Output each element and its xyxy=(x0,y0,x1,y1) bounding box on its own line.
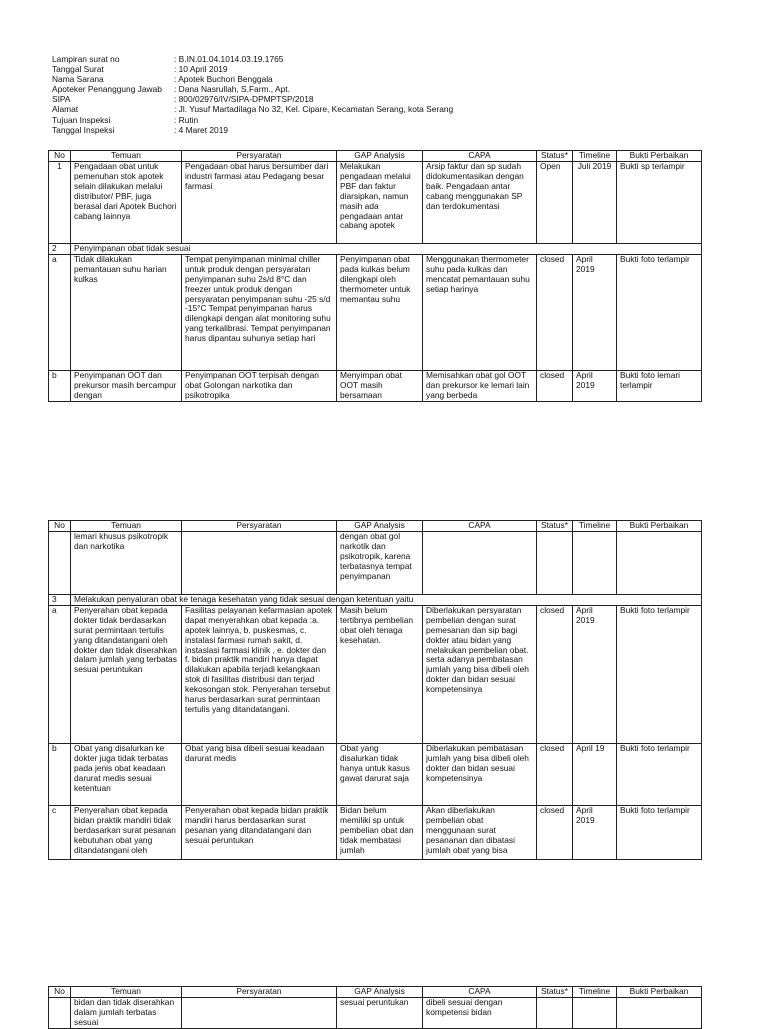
header-value: : 800/02976/IV/SIPA-DPMPTSP/2018 xyxy=(174,94,314,105)
cell-gap: Masih belum tertibnya pembelian obat oleh tenaga kesehatan. xyxy=(337,605,423,743)
findings-table-page3 xyxy=(48,986,702,1029)
row-letter: b xyxy=(49,370,71,401)
header-label: SIPA xyxy=(52,95,71,105)
cell-gap: Penyimpanan obat pada kulkas belum dilengkapi oleh thermometer untuk memantau suhu xyxy=(337,254,423,370)
cell-capa: Menggunakan thermometer suhu pada kulkas dan mencatat pemantauan suhu setiap harinya xyxy=(423,254,537,370)
table-row-continued xyxy=(49,532,702,595)
cell-persyaratan: Fasilitas pelayanan kefarmasian apotek dapat menyerahkan obat kepada :a. apotek lainnya, b. puskesmas, c. instalasi farmasi rumah sakit, d. instaslasi farmasi klinik , e. dokter dan f. bidan praktik mandiri hanya dapat dilakukan apabila terjadi kelangkaan stok di fasilitas distribusi dan terjad kekosongan stok. Penyerahan tersebut harus berdasarkan surat permintaan tertulis yang ditandatangani. xyxy=(182,605,337,743)
cell-status: closed xyxy=(537,254,573,370)
cell-temuan: lemari khusus psikotropik dan narkotika xyxy=(71,532,182,595)
table-row xyxy=(49,254,702,370)
table-header-row xyxy=(49,521,702,532)
section-title: Melakukan penyaluran obat ke tenaga kesehatan yang tidak sesuai dengan ketentuan yaitu xyxy=(71,595,702,606)
column-header-status: Status* xyxy=(537,151,573,162)
cell-status: closed xyxy=(537,743,573,805)
column-header-timeline: Timeline xyxy=(573,987,617,998)
section-number: 3 xyxy=(49,595,71,606)
cell-bukti: Bukti foto terlampir xyxy=(617,743,702,805)
cell-timeline: April 2019 xyxy=(573,370,617,401)
cell-bukti: Bukti foto terlampir xyxy=(617,805,702,859)
column-header-gap: GAP Analysis xyxy=(337,987,423,998)
section-row xyxy=(49,244,702,255)
header-value: : Dana Nasrullah, S.Farm., Apt. xyxy=(174,84,290,95)
header-value: : Rutin xyxy=(174,114,199,125)
cell-timeline: Juli 2019 xyxy=(573,162,617,244)
section-title: Penyimpanan obat tidak sesuai xyxy=(71,244,702,255)
header-value: : Apotek Buchori Benggala xyxy=(174,74,273,85)
cell-temuan: bidan dan tidak diserahkan dalam jumlah terbatas sesuai xyxy=(71,998,182,1029)
document-header xyxy=(52,55,752,136)
cell-timeline: April 2019 xyxy=(573,254,617,370)
header-row xyxy=(52,85,752,95)
cell-status: Open xyxy=(537,162,573,244)
cell-gap: Obat yang disalurkan tidak hanya untuk kasus gawat darurat saja xyxy=(337,743,423,805)
cell-capa: dibeli sesuai dengan kompetensi bidan xyxy=(423,998,537,1029)
cell-persyaratan: Tempat penyimpanan minimal chiller untuk produk dengan persyaratan penyimpanan suhu 2s/d 8°C dan freezer untuk produk dengan persyaratan penyimpanan suhu -25 s/d -15°C Tempat penyimpanan harus dilengkapi dengan alat monitoring suhu yang terkalibrasi. Tempat penyimpanan harus dipantau suhunya setiap hari xyxy=(182,254,337,370)
row-letter: b xyxy=(49,743,71,805)
cell-capa: Diberlakukan persyaratan pembelian dengan surat pemesanan dan sip bagi dokter atau bidan yang melakukan pembelian obat. serta adanya pembatasan jumlah yang bisa dibeli oleh dokter dan bidan sesuai kompetensinya xyxy=(423,605,537,743)
cell-bukti: Bukti foto terlampir xyxy=(617,254,702,370)
column-header-no: No xyxy=(49,521,71,532)
column-header-temuan: Temuan xyxy=(71,521,182,532)
cell-temuan: Penyerahan obat kepada bidan praktik mandiri tidak berdasarkan surat pesanan kebutuhan obat yang ditandatangani oleh xyxy=(71,805,182,859)
column-header-gap: GAP Analysis xyxy=(337,521,423,532)
table-header-row xyxy=(49,151,702,162)
column-header-status: Status* xyxy=(537,987,573,998)
cell-status: closed xyxy=(537,805,573,859)
header-label: Nama Sarana xyxy=(52,75,104,85)
cell-capa: Arsip faktur dan sp sudah didokumentasikan dengan baik. Pengadaan antar cabang menggunakan SP dan terdokumentasi xyxy=(423,162,537,244)
cell-persyaratan: Obat yang bisa dibeli sesuai keadaan darurat medis xyxy=(182,743,337,805)
header-row xyxy=(52,75,752,85)
row-letter: c xyxy=(49,805,71,859)
cell-temuan: Tidak dilakukan pemantauan suhu harian kulkas xyxy=(71,254,182,370)
column-header-no: No xyxy=(49,151,71,162)
header-label: Alamat xyxy=(52,105,79,115)
column-header-timeline: Timeline xyxy=(573,151,617,162)
cell-temuan: Pengadaan obat untuk pemenuhan stok apotek selain dilakukan melalui distributor/ PBF, juga berasal dari Apotek Buchori cabang lainnya xyxy=(71,162,182,244)
findings-table-page2 xyxy=(48,520,702,860)
column-header-persyaratan: Persyaratan xyxy=(182,521,337,532)
header-row xyxy=(52,126,752,136)
header-row xyxy=(52,105,752,115)
column-header-persyaratan: Persyaratan xyxy=(182,151,337,162)
cell-gap: dengan obat gol narkotik dan psikotropik, karena terbatasnya tempat penyimpanan xyxy=(337,532,423,595)
column-header-no: No xyxy=(49,987,71,998)
header-row xyxy=(52,55,752,65)
cell-bukti: Bukti foto lemari terlampir xyxy=(617,370,702,401)
column-header-gap: GAP Analysis xyxy=(337,151,423,162)
cell-gap: Menyimpan obat OOT masih bersamaan xyxy=(337,370,423,401)
table-row xyxy=(49,162,702,244)
header-label: Tujuan Inspeksi xyxy=(52,115,111,125)
cell-capa: Akan diberlakukan pembelian obat menggunaan surat pesananan dan dibatasi jumlah obat yang bisa xyxy=(423,805,537,859)
column-header-capa: CAPA xyxy=(423,987,537,998)
cell-gap: Bidan belum memiliki sp untuk pembelian obat dan tidak membatasi jumlah xyxy=(337,805,423,859)
column-header-bukti: Bukti Perbaikan xyxy=(617,987,702,998)
header-value: : 10 April 2019 xyxy=(174,64,228,75)
section-number: 2 xyxy=(49,244,71,255)
cell-timeline: April 2019 xyxy=(573,605,617,743)
table-row xyxy=(49,370,702,401)
findings-table-page1 xyxy=(48,150,702,402)
cell-capa: Memisahkan obat gol OOT dan prekursor ke lemari lain yang berbeda xyxy=(423,370,537,401)
cell-temuan: Penyimpanan OOT dan prekursor masih bercampur dengan xyxy=(71,370,182,401)
cell-bukti: Bukti sp terlampir xyxy=(617,162,702,244)
cell-temuan: Penyerahan obat kepada dokter tidak berdasarkan surat permintaan tertulis yang ditandatangani oleh dokter dan tidak diserahkan dalam jumlah yang terbatas sesuai peruntukan xyxy=(71,605,182,743)
column-header-temuan: Temuan xyxy=(71,987,182,998)
cell-temuan: Obat yang disalurkan ke dokter juga tidak terbatas pada jenis obat keadaan darurat medis sesuai ketentuan xyxy=(71,743,182,805)
column-header-status: Status* xyxy=(537,521,573,532)
column-header-bukti: Bukti Perbaikan xyxy=(617,521,702,532)
column-header-persyaratan: Persyaratan xyxy=(182,987,337,998)
header-label: Apoteker Penanggung Jawab xyxy=(52,85,162,95)
column-header-capa: CAPA xyxy=(423,151,537,162)
cell-persyaratan: Pengadaan obat harus bersumber dari industri farmasi atau Pedagang besar farmasi xyxy=(182,162,337,244)
column-header-bukti: Bukti Perbaikan xyxy=(617,151,702,162)
header-row xyxy=(52,116,752,126)
cell-bukti: Bukti foto terlampir xyxy=(617,605,702,743)
cell-status: closed xyxy=(537,370,573,401)
header-row xyxy=(52,65,752,75)
header-value: : Jl. Yusuf Martadilaga No 32, Kel. Cipare, Kecamatan Serang, kota Serang xyxy=(174,104,454,115)
section-row xyxy=(49,595,702,606)
table-row xyxy=(49,743,702,805)
header-label: Lampiran surat no xyxy=(52,55,120,64)
row-number: 1 xyxy=(49,162,71,244)
cell-timeline: April 19 xyxy=(573,743,617,805)
column-header-temuan: Temuan xyxy=(71,151,182,162)
column-header-timeline: Timeline xyxy=(573,521,617,532)
table-row xyxy=(49,805,702,859)
cell-capa: Diberlakukan pembatasan jumlah yang bisa dibeli oleh dokter dan bidan sesuai kompetensinya xyxy=(423,743,537,805)
row-letter: a xyxy=(49,605,71,743)
column-header-capa: CAPA xyxy=(423,521,537,532)
cell-timeline: April 2019 xyxy=(573,805,617,859)
header-label: Tanggal Inspeksi xyxy=(52,125,115,135)
cell-gap: sesuai peruntukan xyxy=(337,998,423,1029)
row-letter: a xyxy=(49,254,71,370)
table-row xyxy=(49,605,702,743)
table-header-row xyxy=(49,987,702,998)
cell-gap: Melakukan pengadaan melalui PBF dan faktur diarsipkan, namun masih ada pengadaan antar cabang apotek xyxy=(337,162,423,244)
header-value: : B.IN.01.04.1014.03.19.1765 xyxy=(174,54,284,64)
cell-status: closed xyxy=(537,605,573,743)
cell-persyaratan: Penyerahan obat kepada bidan praktik mandiri harus berdasarkan surat pesanan yang ditandatangani dan sesuai peruntukan xyxy=(182,805,337,859)
header-label: Tanggal Surat xyxy=(52,65,104,75)
header-value: : 4 Maret 2019 xyxy=(174,124,229,135)
cell-persyaratan: Penyimpanan OOT terpisah dengan obat Golongan narkotika dan psikotropika xyxy=(182,370,337,401)
